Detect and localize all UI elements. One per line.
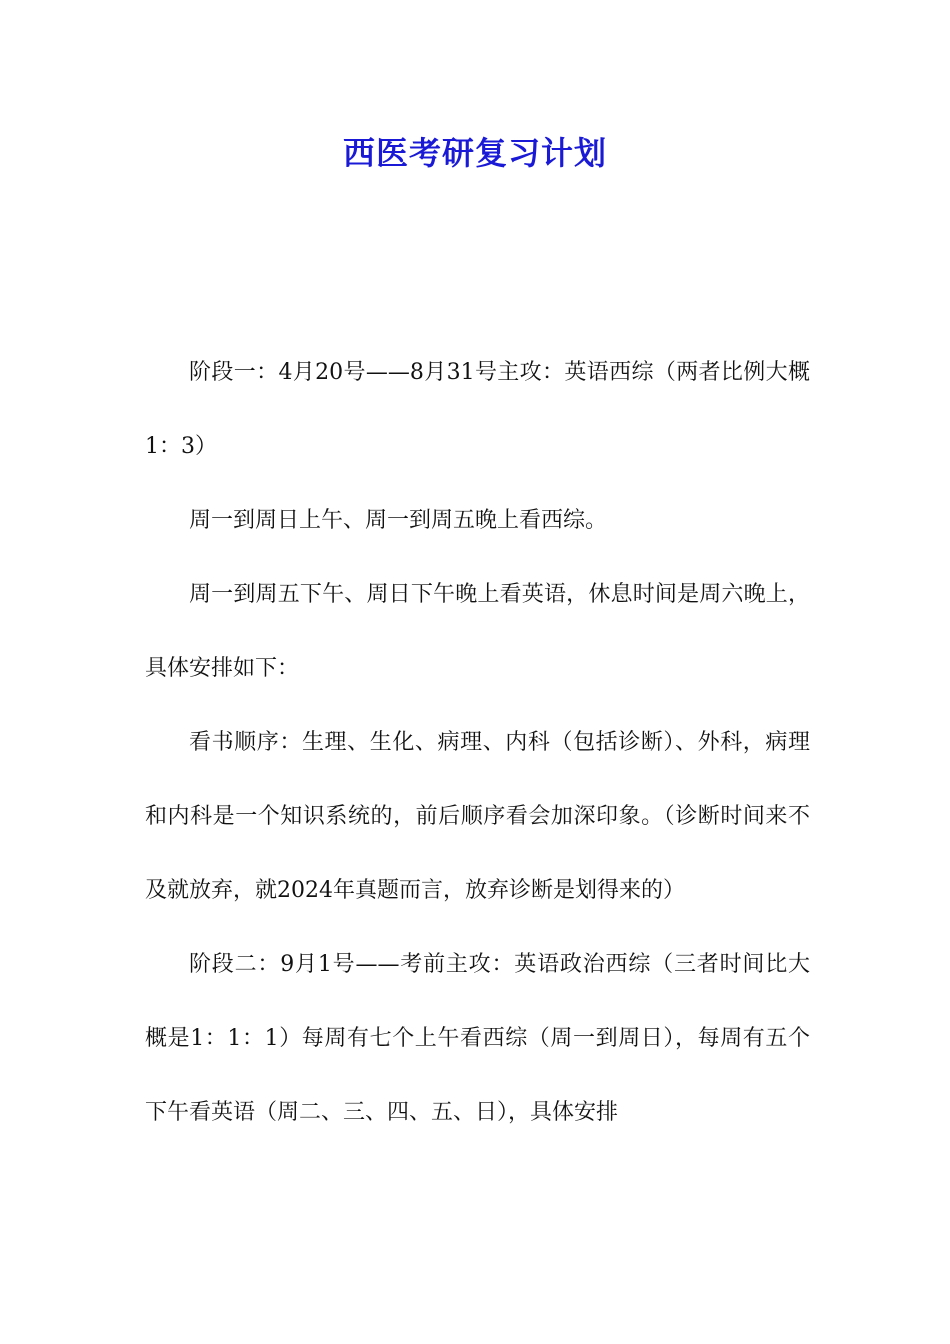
document-body: [145, 336, 810, 1150]
paragraph-western-schedule: 周一到周日上午、周一到周五晚上看西综。: [189, 508, 608, 533]
paragraph-stage-one: 阶段一：4月20号——8月31号主攻：英语西综（两者比例大概1：3）: [145, 360, 810, 459]
paragraph-stage-two: 阶段二：9月1号——考前主攻：英语政治西综（三者时间比大概是1：1：1）每周有七个上午看西综（周一到周日），每周有五个下午看英语（周二、三、四、五、日），具体安排: [145, 952, 810, 1125]
paragraph-english-schedule: 周一到周五下午、周日下午晚上看英语，休息时间是周六晚上，具体安排如下：: [145, 582, 810, 681]
paragraph-reading-order: 看书顺序：生理、生化、病理、内科（包括诊断）、外科，病理和内科是一个知识系统的，前后顺序看会加深印象。（诊断时间来不及就放弃，就2024年真题而言，放弃诊断是划得来的）: [145, 730, 810, 903]
document-title: 西医考研复习计划: [342, 134, 607, 172]
